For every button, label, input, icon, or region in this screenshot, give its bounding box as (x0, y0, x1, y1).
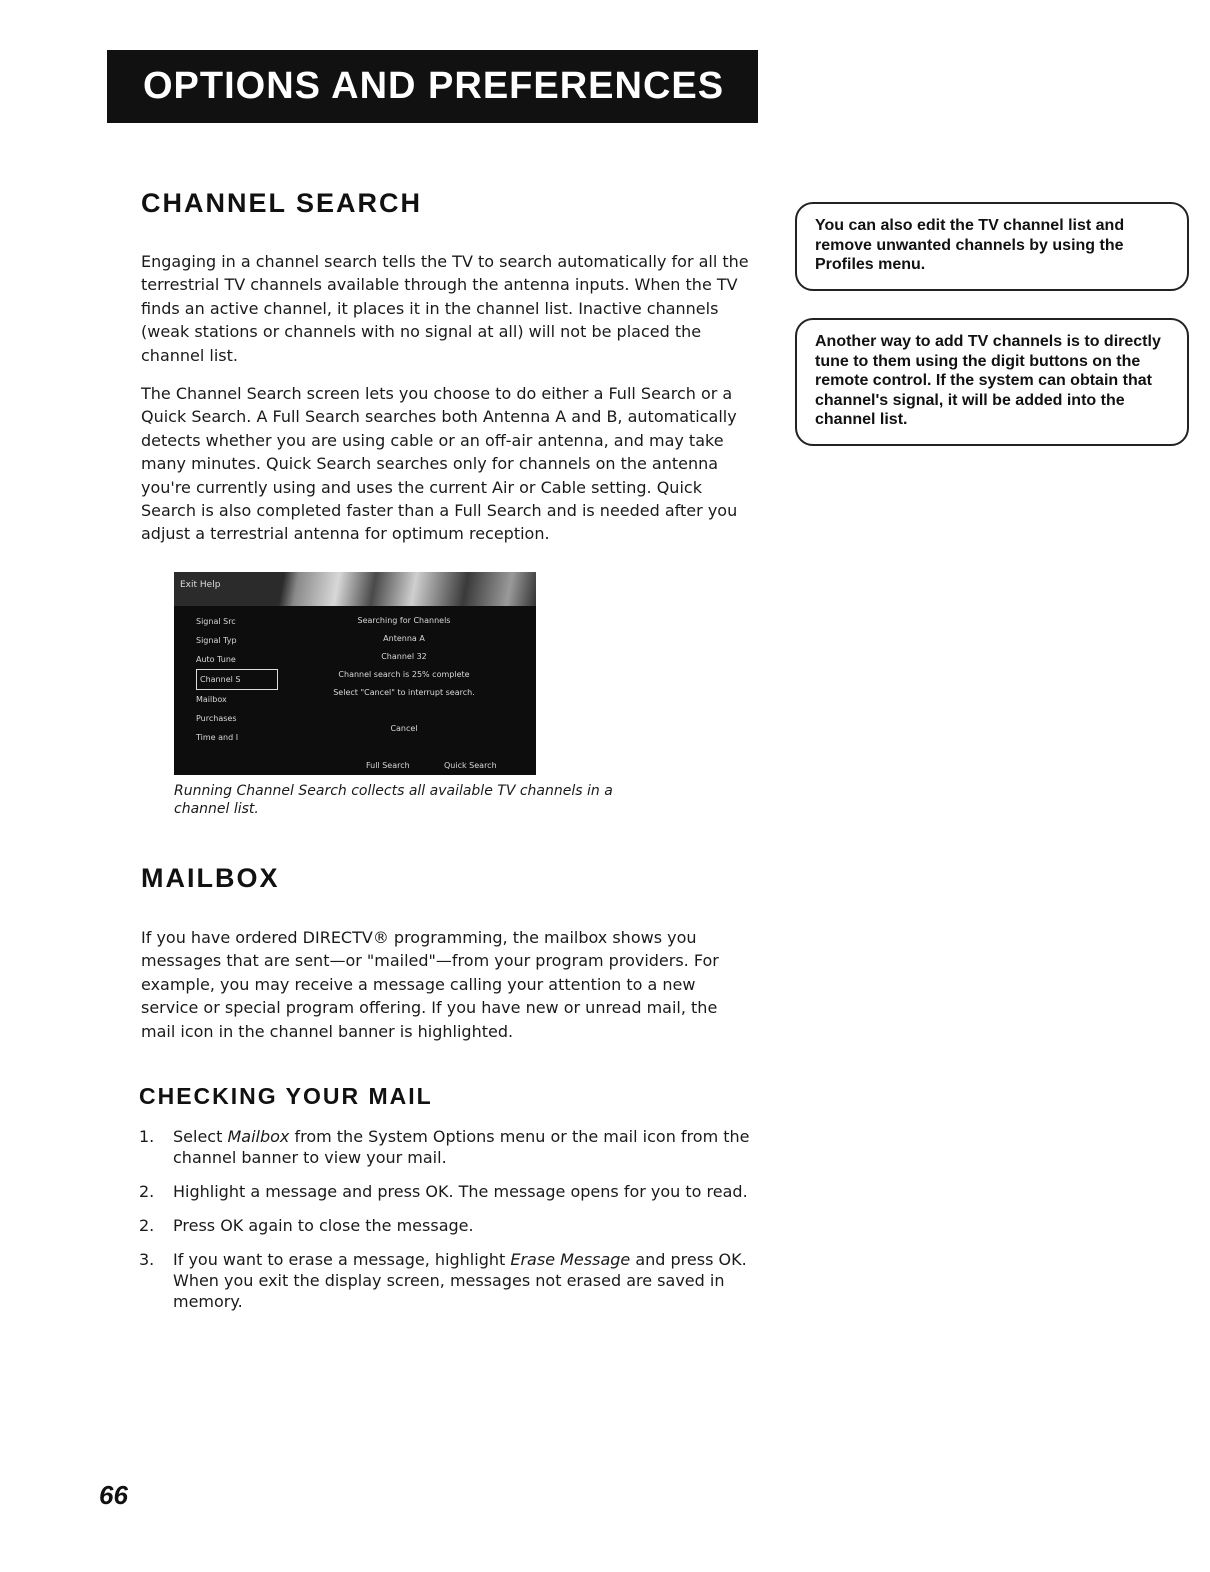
step-number: 2. (139, 1182, 155, 1201)
mailbox-heading: MAILBOX (141, 863, 280, 893)
checking-mail-steps (139, 1126, 759, 1325)
screenshot-status-line: Select "Cancel" to interrupt search. (333, 688, 475, 697)
screenshot-left-item: Purchases (196, 714, 237, 723)
list-item (139, 1215, 759, 1236)
screenshot-caption: Running Channel Search collects all available TV channels in a channel list. (174, 783, 613, 817)
tip-note-profiles-text: You can also edit the TV channel list and remove unwanted channels by using the Profiles menu. (815, 217, 1125, 273)
list-item (139, 1249, 759, 1312)
mailbox-paragraph: If you have ordered DIRECTV® programming, the mailbox shows you messages that are sent—or "mailed"—from your program providers. For example, you may receive a message calling your attention to a new service or special program offering. If you have new or unread mail, the mail icon in the channel banner is highlighted. (141, 928, 719, 1041)
screenshot-left-item: Auto Tune (196, 655, 236, 664)
screenshot-left-item: Signal Typ (196, 636, 237, 645)
step-number: 3. (139, 1250, 155, 1269)
tip-note-profiles (795, 202, 1189, 291)
screenshot-left-menu (196, 612, 278, 747)
screenshot-left-item: Mailbox (196, 695, 227, 704)
step-emphasis: Erase Message (510, 1250, 631, 1269)
screenshot-cancel-label: Cancel (390, 724, 418, 733)
screenshot-left-item: Signal Src (196, 617, 236, 626)
screenshot-quick-search-label: Quick Search (444, 761, 497, 770)
list-item (139, 1126, 759, 1168)
screenshot-status-line: Searching for Channels (357, 616, 451, 625)
step-emphasis: Mailbox (227, 1127, 290, 1146)
step-text: Highlight a message and press OK. The message opens for you to read. (173, 1182, 748, 1201)
step-number: 2. (139, 1216, 155, 1235)
step-text: from the System Options menu or the mail icon from the channel banner to view your mail. (173, 1127, 750, 1167)
checking-mail-heading: CHECKING YOUR MAIL (139, 1083, 433, 1109)
page-number: 66 (99, 1480, 128, 1510)
screenshot-status-line: Channel search is 25% complete (338, 670, 470, 679)
screenshot-left-item-selected: Channel S (196, 669, 278, 690)
tip-note-direct-tune-text: Another way to add TV channels is to directly tune to them using the digit buttons on the remote control. If the system can obtain that channel's signal, it will be added into the channel list. (815, 333, 1161, 428)
step-text: Select (173, 1127, 228, 1146)
tip-note-direct-tune (795, 318, 1189, 446)
screenshot-status-panel (284, 612, 524, 738)
screenshot-status-line (284, 702, 524, 720)
screenshot-banner-graphic (174, 572, 536, 606)
channel-search-screenshot (174, 572, 536, 775)
section-header-title: OPTIONS AND PREFERENCES (143, 65, 725, 107)
step-text: If you want to erase a message, highlight (173, 1250, 511, 1269)
channel-search-heading: CHANNEL SEARCH (141, 188, 423, 218)
channel-search-paragraph-1: Engaging in a channel search tells the TV to search automatically for all the terrestrial TV channels available through the antenna inputs. When the TV finds an active channel, it places it in the channel list. Inactive channels (weak stations or channels with no signal at all) will not be placed the channel list. (141, 252, 749, 365)
list-item (139, 1181, 759, 1202)
step-text: and press OK. When you exit the display screen, messages not erased are saved in memory. (173, 1250, 747, 1311)
step-text: Press OK again to close the message. (173, 1216, 474, 1235)
screenshot-top-menu: Exit Help (180, 580, 221, 590)
channel-search-paragraph-2: The Channel Search screen lets you choose to do either a Full Search or a Quick Search. A Full Search searches both Antenna A and B, automatically detects whether you are using cable or an off-air antenna, and may take many minutes. Quick Search searches only for channels on the antenna you're currently using and uses the current Air or Cable setting. Quick Search is also completed faster than a Full Search and is needed after you adjust a terrestrial antenna for optimum reception. (141, 384, 738, 544)
screenshot-status-line: Channel 32 (381, 652, 427, 661)
screenshot-status-line: Antenna A (383, 634, 425, 643)
screenshot-full-search-label: Full Search (366, 761, 410, 770)
screenshot-left-item: Time and I (196, 733, 239, 742)
step-number: 1. (139, 1127, 155, 1146)
section-header-bar (107, 50, 758, 123)
